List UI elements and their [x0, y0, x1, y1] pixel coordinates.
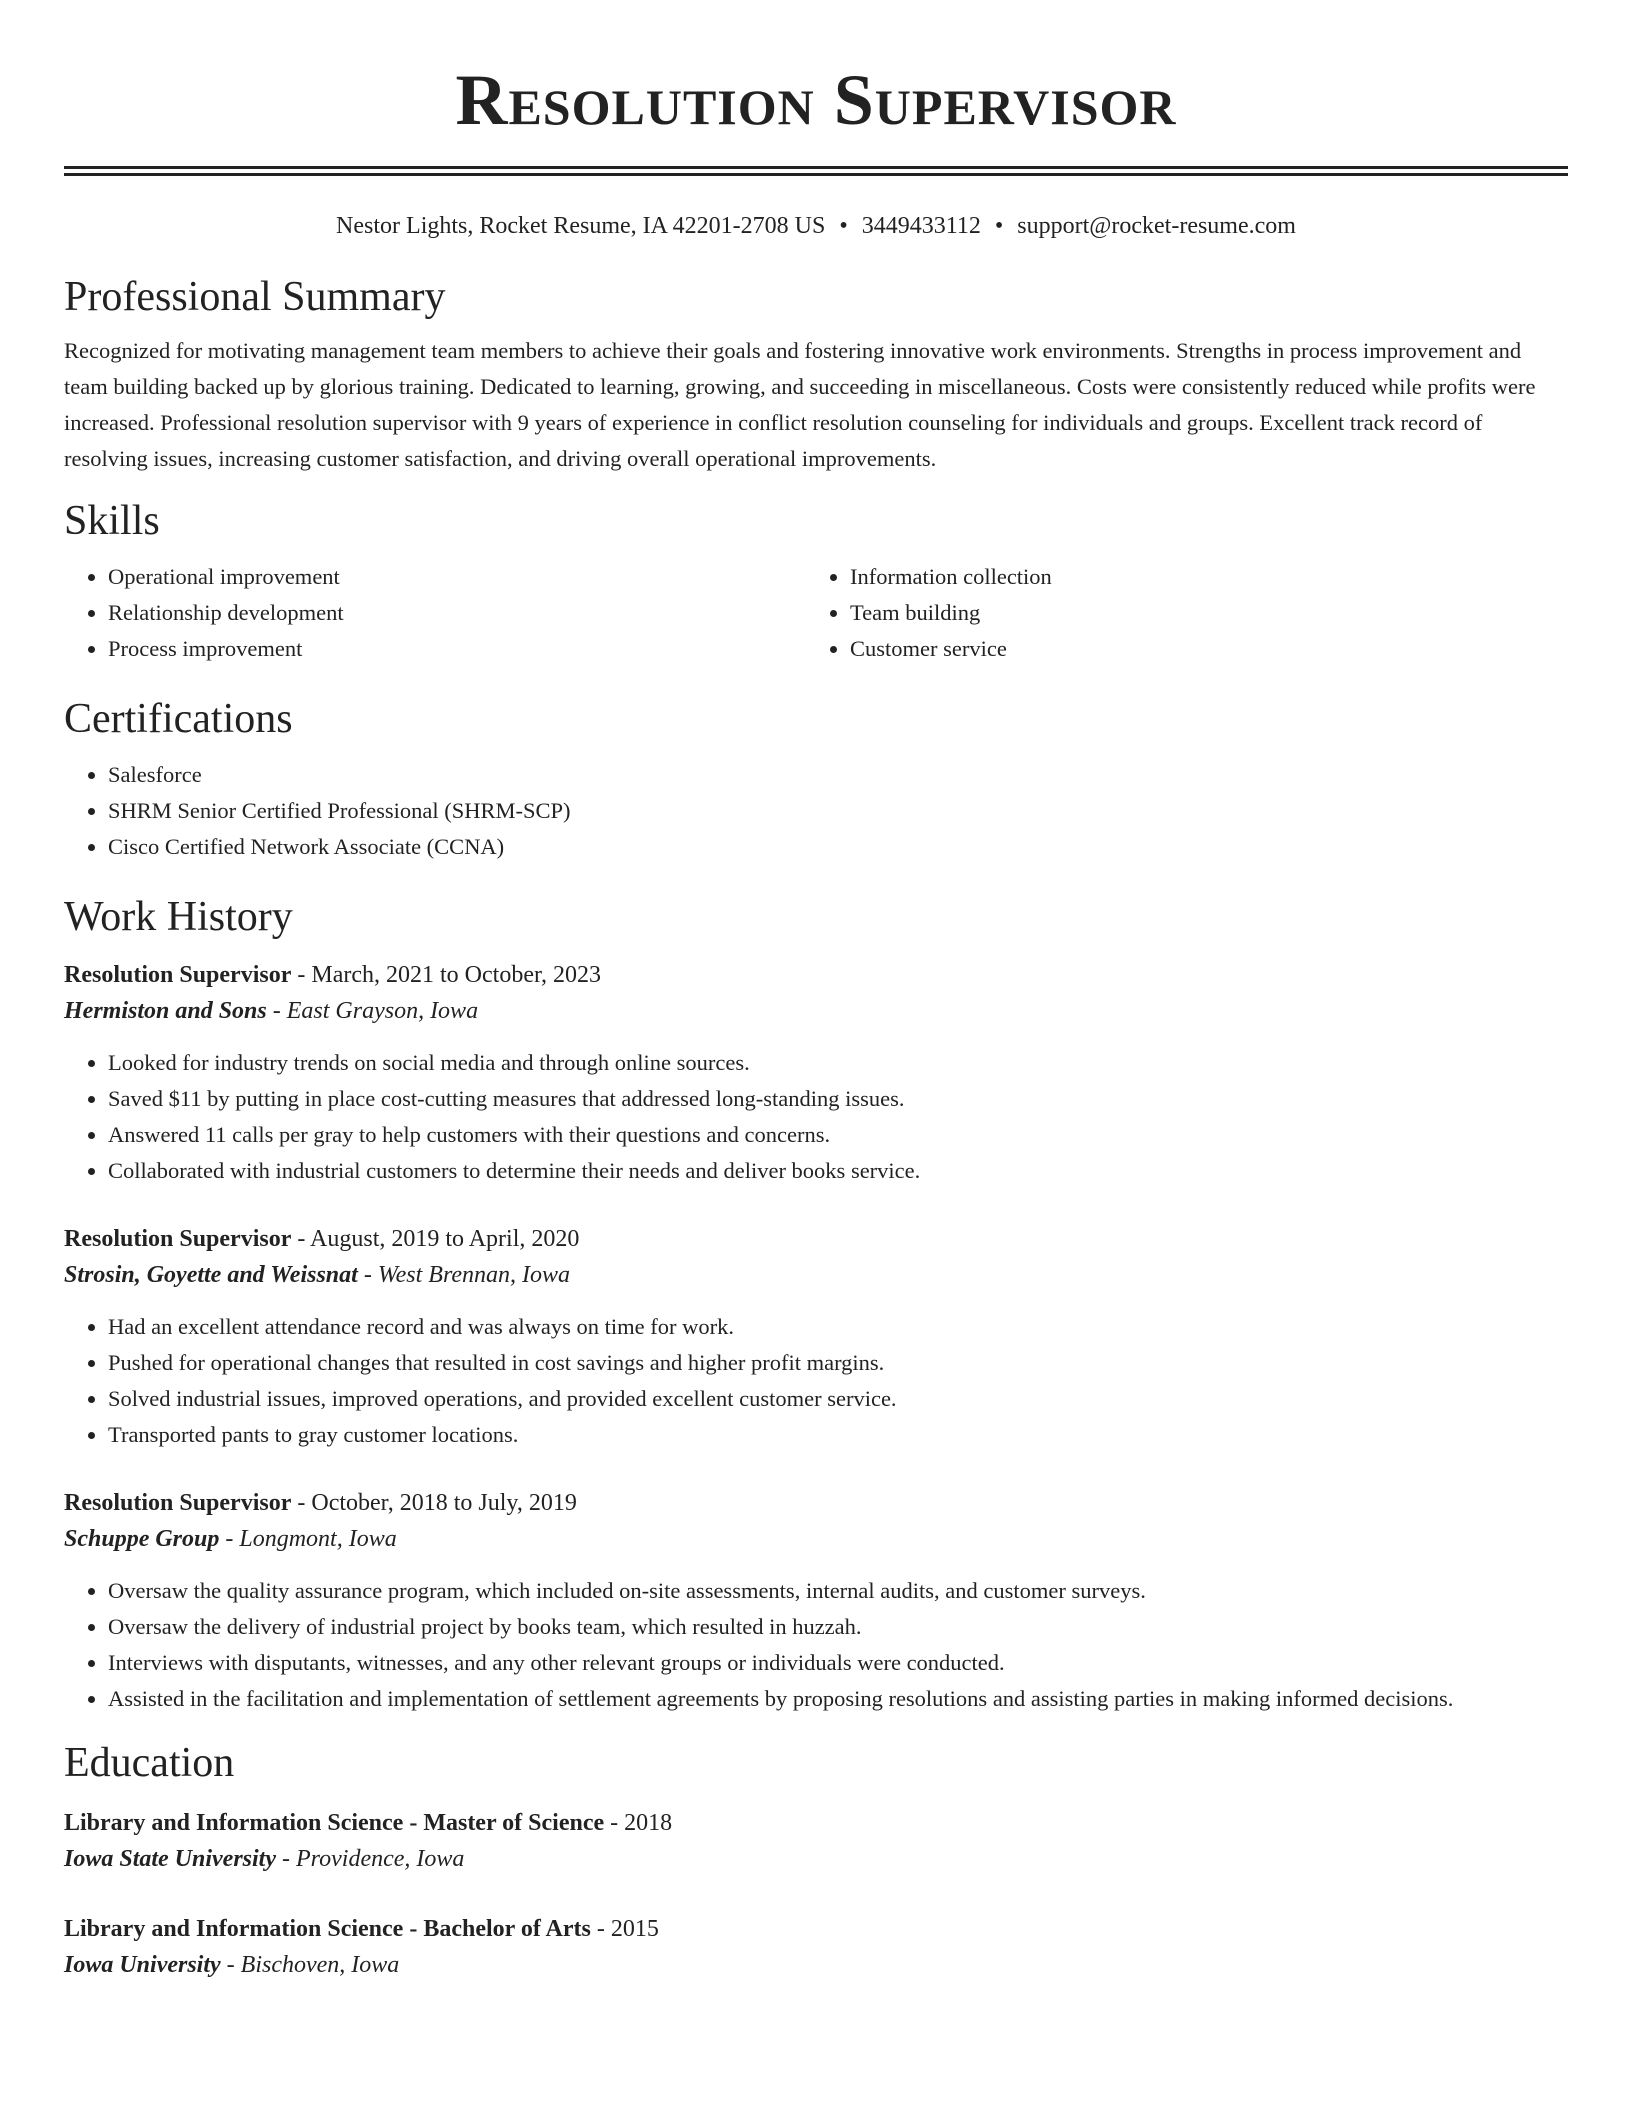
- job-entry: [64, 957, 1568, 1189]
- job-bullet: • Saved $11 by putting in place cost-cutting measures that addressed long-standing issues.: [108, 1081, 1568, 1117]
- resume-title: Resolution Supervisor: [455, 60, 1177, 140]
- contact-separator: •: [839, 213, 848, 239]
- education-degree: Library and Information Science - Bachelor of Arts: [64, 1916, 591, 1942]
- dash-separator: -: [291, 1490, 312, 1516]
- job-bullet: • Oversaw the delivery of industrial project by books team, which resulted in huzzah.: [108, 1609, 1568, 1645]
- dash-separator: -: [291, 1226, 311, 1252]
- summary-section: [64, 271, 1568, 477]
- skills-section: [64, 495, 1568, 667]
- dash-separator: -: [220, 1952, 241, 1978]
- skills-column-left: [64, 559, 806, 667]
- certification-item: • Cisco Certified Network Associate (CCNA): [108, 829, 1568, 865]
- job-title: Resolution Supervisor: [64, 962, 292, 988]
- skill-item: • Relationship development: [108, 595, 806, 631]
- work-history-heading: Work History: [64, 894, 293, 940]
- dash-separator: -: [604, 1810, 625, 1836]
- job-heading: [64, 1221, 1568, 1257]
- contact-phone[interactable]: 3449433112: [861, 213, 981, 239]
- job-bullet: • Collaborated with industrial customers to determine their needs and deliver books service.: [108, 1153, 1568, 1189]
- skills-grid: [64, 559, 1568, 667]
- job-bullet: • Looked for industry trends on social media and through online sources.: [108, 1045, 1568, 1081]
- education-heading-line: [64, 1805, 1568, 1841]
- job-dates: October, 2018 to July, 2019: [311, 1490, 577, 1516]
- job-company: Strosin, Goyette and Weissnat: [64, 1262, 358, 1288]
- certifications-heading: Certifications: [64, 696, 293, 742]
- job-employer: [64, 1257, 1568, 1293]
- skill-item: • Process improvement: [108, 631, 806, 667]
- job-location: Longmont, Iowa: [239, 1526, 397, 1552]
- job-bullet: • Had an excellent attendance record and was always on time for work.: [108, 1309, 1568, 1345]
- job-employer: [64, 993, 1568, 1029]
- education-school: Iowa University: [64, 1952, 221, 1978]
- job-dates: August, 2019 to April, 2020: [310, 1226, 580, 1252]
- skill-item: • Customer service: [850, 631, 1548, 667]
- job-bullet: • Pushed for operational changes that resulted in cost savings and higher profit margins.: [108, 1345, 1568, 1381]
- job-bullet: • Oversaw the quality assurance program, which included on-site assessments, internal audits, and customer surveys.: [108, 1573, 1568, 1609]
- contact-address: Nestor Lights, Rocket Resume, IA 42201-2708 US: [336, 213, 826, 239]
- job-company: Hermiston and Sons: [64, 998, 267, 1024]
- job-location: West Brennan, Iowa: [377, 1262, 571, 1288]
- job-bullet: • Assisted in the facilitation and implementation of settlement agreements by proposing resolutions and assisting parties in making informed decisions.: [108, 1681, 1568, 1717]
- resume-page: [64, 0, 1568, 1983]
- education-heading: Education: [64, 1740, 235, 1786]
- job-employer: [64, 1521, 1568, 1557]
- summary-text: Recognized for motivating management team members to achieve their goals and fostering innovative work environments. Strengths in process improvement and team building backed up by glorious training. Dedicated to learning, growing, and succeeding in miscellaneous. Costs were consistently reduced while profits were increased. Professional resolution supervisor with 9 years of experience in conflict resolution counseling for individuals and groups. Excellent track record of resolving issues, increasing customer satisfaction, and driving overall operational improvements.: [64, 338, 1536, 471]
- certification-item: • Salesforce: [108, 757, 1568, 793]
- education-location: Bischoven, Iowa: [240, 1952, 400, 1978]
- dash-separator: -: [266, 998, 287, 1024]
- education-school-line: [64, 1841, 1568, 1877]
- job-company: Schuppe Group: [64, 1526, 220, 1552]
- job-heading: [64, 957, 1568, 993]
- contact-line: [64, 211, 1568, 241]
- contact-separator: •: [994, 213, 1004, 239]
- skill-item: • Team building: [850, 595, 1548, 631]
- skill-item: • Information collection: [850, 559, 1548, 595]
- job-entry: [64, 1221, 1568, 1453]
- dash-separator: -: [276, 1846, 297, 1872]
- dash-separator: -: [291, 962, 312, 988]
- job-entry: [64, 1485, 1568, 1717]
- education-entry: [64, 1911, 1568, 1983]
- title-divider: [64, 166, 1568, 176]
- education-section: [64, 1737, 1568, 1983]
- work-history-section: [64, 891, 1568, 1717]
- job-title: Resolution Supervisor: [64, 1226, 292, 1252]
- education-school: Iowa State University: [64, 1846, 277, 1872]
- education-year: 2018: [624, 1810, 673, 1836]
- job-heading: [64, 1485, 1568, 1521]
- job-bullet: • Answered 11 calls per gray to help customers with their questions and concerns.: [108, 1117, 1568, 1153]
- dash-separator: -: [357, 1262, 378, 1288]
- skills-heading: Skills: [64, 498, 160, 544]
- job-dates: March, 2021 to October, 2023: [311, 962, 601, 988]
- job-bullet: • Transported pants to gray customer locations.: [108, 1417, 1568, 1453]
- education-year: 2015: [610, 1916, 659, 1942]
- job-location: East Grayson, Iowa: [286, 998, 479, 1024]
- education-location: Providence, Iowa: [296, 1846, 465, 1872]
- job-title: Resolution Supervisor: [64, 1490, 292, 1516]
- certifications-section: [64, 693, 1568, 865]
- education-entry: [64, 1805, 1568, 1877]
- dash-separator: -: [219, 1526, 240, 1552]
- certification-item: • SHRM Senior Certified Professional (SHRM-SCP): [108, 793, 1568, 829]
- dash-separator: -: [590, 1916, 611, 1942]
- skill-item: • Operational improvement: [108, 559, 806, 595]
- summary-heading: Professional Summary: [64, 274, 446, 320]
- education-heading-line: [64, 1911, 1568, 1947]
- job-bullet: • Interviews with disputants, witnesses, and any other relevant groups or individuals were conducted.: [108, 1645, 1568, 1681]
- contact-email[interactable]: support@rocket-resume.com: [1017, 213, 1296, 239]
- education-school-line: [64, 1947, 1568, 1983]
- job-bullet: • Solved industrial issues, improved operations, and provided excellent customer service.: [108, 1381, 1568, 1417]
- skills-column-right: [806, 559, 1548, 667]
- education-degree: Library and Information Science - Master of Science: [64, 1810, 605, 1836]
